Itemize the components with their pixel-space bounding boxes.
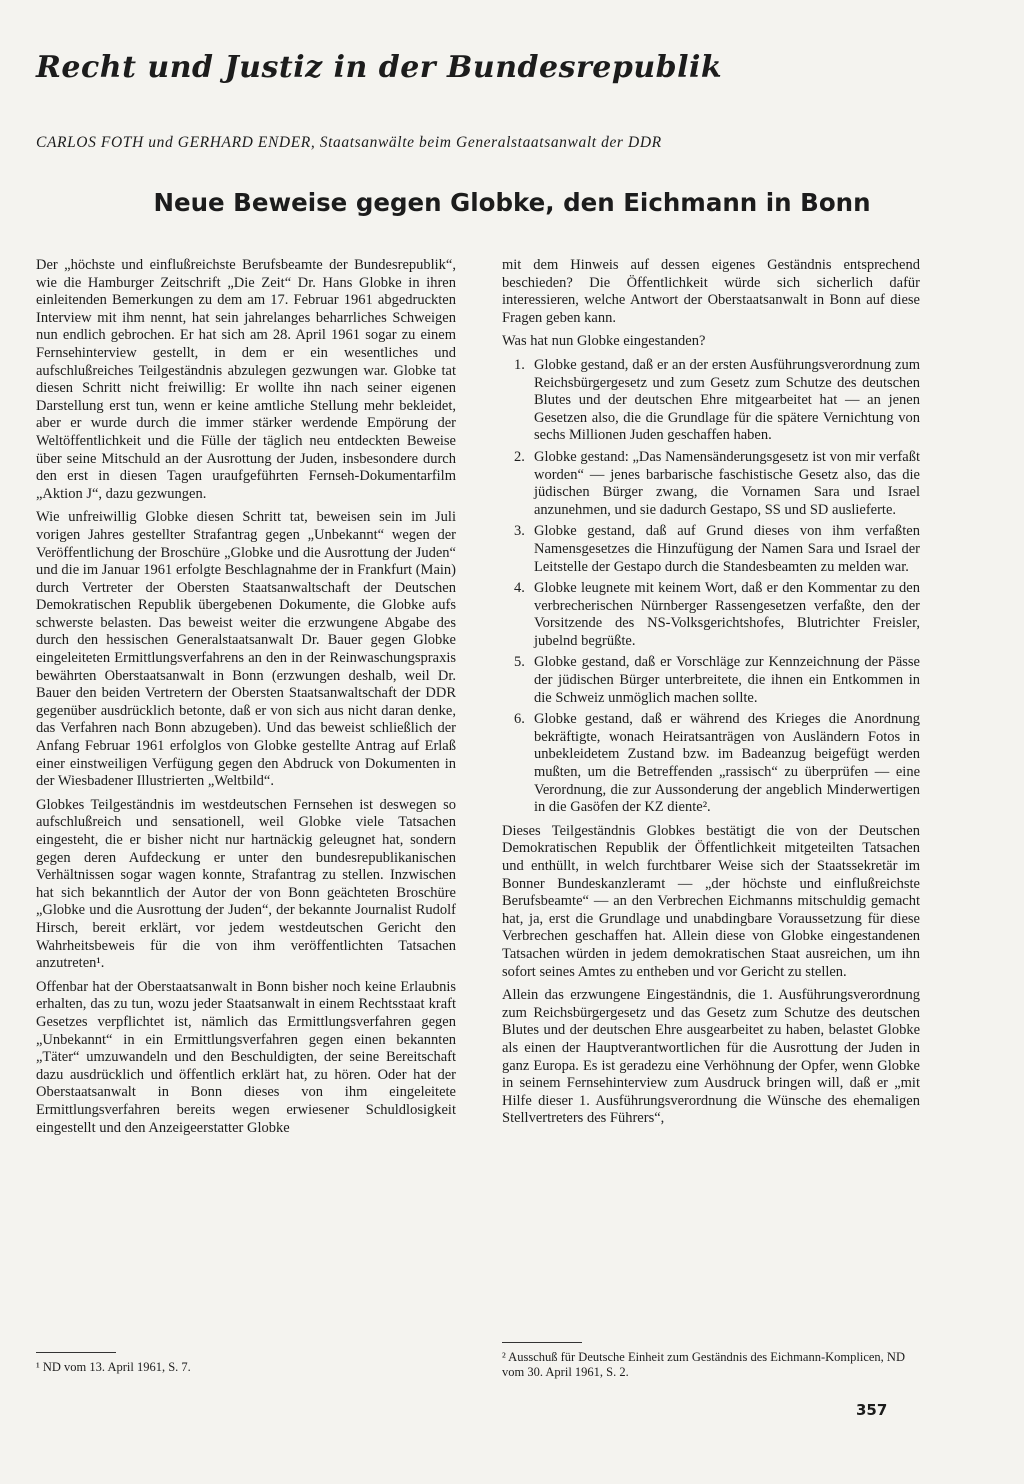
- paragraph: Allein das erzwungene Eingeständnis, die 1. Ausführungsverordnung zum Reichsbürgergesetz und das Gesetz zum Schutze des deutschen Blutes und der deutschen Ehre ausgearbeitet zu haben, belastet Globke als einen der Hauptverantwortlichen für die Ausrottung der Juden in ganz Europa. Es ist geradezu eine Verhöhnung der Opfer, wenn Globke in seinem Fernsehinterview zum Ausdruck bringen will, daß er „mit Hilfe dieser 1. Ausführungsverordnung die Wünsche des ehemaligen Stellvertreters des Führers“,: [502, 987, 920, 1127]
- footnote-rule: [502, 1342, 582, 1343]
- footnote-1: ¹ ND vom 13. April 1961, S. 7.: [36, 1360, 191, 1374]
- paragraph: Der „höchste und einflußreichste Berufsbeamte der Bundesrepublik“, wie die Hamburger Zeitschrift „Die Zeit“ Dr. Hans Globke in ihren einleitenden Bemerkungen zu dem am 17. Februar 1961 abgedruckten Interview mit ihm nennt, hat sein jahrelanges beharrliches Schweigen nun endlich gebrochen. Er hat sich am 28. April 1961 sogar zu einem Fernsehinterview gestellt, in dem er ein wesentliches und aufschlußreiches Teilgeständnis abzulegen gezwungen war. Globke tat diesen Schritt nicht freiwillig: Er wollte ihn nach seiner eigenen Darstellung erst tun, wenn er keine amtliche Stellung mehr bekleidet, aber er wurde durch die immer stärker werdende Empörung der Weltöffentlichkeit und die Fülle der täglich neu entdeckten Beweise über seine Mitschuld an der Ausrottung der Juden, insbesondere durch den erst in diesen Tagen uraufgeführten Fernseh-Dokumentarfilm „Aktion J“, dazu gezwungen.: [36, 257, 456, 502]
- left-column: [36, 257, 456, 1143]
- footnote-2: ² Ausschuß für Deutsche Einheit zum Geständnis des Eichmann-Komplicen, ND vom 30. April 1961, S. 2.: [502, 1350, 905, 1379]
- section-title: Recht und Justiz in der Bundesrepublik: [36, 50, 723, 85]
- list-item: [502, 580, 920, 650]
- list-text: Globke gestand, daß auf Grund dieses von ihm verfaßten Namensgesetzes die Hinzufügung der Namen Sara und Israel der Leitstelle der Gestapo durch die Standesbeamten zu melden war.: [534, 523, 920, 575]
- authors-line: CARLOS FOTH und GERHARD ENDER, Staatsanwälte beim Generalstaatsanwalt der DDR: [36, 134, 662, 151]
- footnote-rule: [36, 1352, 116, 1353]
- paragraph: mit dem Hinweis auf dessen eigenes Geständnis entsprechend beschieden? Die Öffentlichkeit würde sich sicherlich dafür interessieren, welche Antwort der Oberstaatsanwalt in Bonn auf diese Fragen geben kann.: [502, 257, 920, 326]
- paragraph: Offenbar hat der Oberstaatsanwalt in Bonn bisher noch keine Erlaubnis erhalten, das zu tun, wozu jeder Staatsanwalt in einem Rechtsstaat kraft Gesetzes verpflichtet ist, nämlich das Ermittlungsverfahren gegen „Unbekannt“ in ein Ermittlungsverfahren gegen einen bekannten „Täter“ umzuwandeln und den Beschuldigten, der seine Bereitschaft dazu ausdrücklich und öffentlich erklärt hat, zu hören. Oder hat der Oberstaatsanwalt in Bonn dieses von ihm eingeleitete Ermittlungsverfahren bereits wegen erwiesener Schuldlosigkeit eingestellt und den Anzeigeerstatter Globke: [36, 978, 456, 1136]
- list-number: 1.: [514, 356, 525, 373]
- paragraph: Wie unfreiwillig Globke diesen Schritt tat, beweisen sein im Juli vorigen Jahres gestellter Strafantrag gegen „Unbekannt“ wegen der Veröffentlichung der Broschüre „Globke und die Ausrottung der Juden“ und die im Januar 1961 erfolgte Beschlagnahme der in Frankfurt (Main) durch Vertreter der Obersten Staatsanwaltschaft der Deutschen Demokratischen Republik übergebenen Dokumente, die Globke aufs schwerste belasten. Das beweist weiter die erzwungene Abgabe des durch den hessischen Generalstaatsanwalt Dr. Bauer gegen Globke eingeleiteten Ermittlungsverfahrens an den in der Reinwaschungspraxis bewährten Oberstaatsanwalt in Bonn (erzwungen deshalb, weil Dr. Bauer den beiden Vertretern der Obersten Staatsanwaltschaft der DDR gegenüber ausdrücklich betonte, daß er von sich aus nicht daran denke, das Verfahren nach Bonn abzugeben). Und das beweist schließlich der Anfang Februar 1961 erfolglos von Globke gestellte Antrag auf Erlaß einer einstweiligen Verfügung gegen den Abdruck von Dokumenten in der Wiesbadener Illustrierten „Weltbild“.: [36, 509, 456, 790]
- list-item: [502, 523, 920, 576]
- page-number: 357: [856, 1401, 888, 1419]
- list-text: Globke gestand, daß er während des Krieges die Anordnung bekräftigte, wonach Heiratsanträgen von Ausländern Fotos in unbekleidetem Zustand bzw. im Badeanzug beigefügt werden mußten, um die Betreffenden „rassisch“ zu überprüfen — eine Verordnung, die zur Aussonderung der angeblich Minderwertigen in die Gasöfen der KZ diente².: [534, 711, 920, 816]
- list-number: 3.: [514, 523, 525, 540]
- list-text: Globke gestand: „Das Namensänderungsgesetz ist von mir verfaßt worden“ — jenes barbarische faschistische Gesetz also, das die jüdischen Bürger zwang, die Vornamen Sara und Israel anzunehmen, und sie dadurch Gestapo, SS und SD auslieferte.: [534, 448, 920, 518]
- list-text: Globke gestand, daß er Vorschläge zur Kennzeichnung der Pässe der jüdischen Bürger unterbreitete, die ihnen ein Entkommen in die Schweiz unmöglich machen sollte.: [534, 654, 920, 706]
- list-number: 6.: [514, 711, 525, 728]
- list-item: [502, 357, 920, 445]
- list-item: [502, 449, 920, 519]
- article-headline: Neue Beweise gegen Globke, den Eichmann in Bonn: [153, 188, 871, 217]
- list-number: 2.: [514, 448, 525, 465]
- list-item: [502, 711, 920, 817]
- list-number: 5.: [514, 654, 525, 671]
- list-item: [502, 654, 920, 707]
- list-text: Globke leugnete mit keinem Wort, daß er den Kommentar zu den verbrecherischen Nürnberger Rassengesetzen verfaßte, den der Vorsitzende des NS-Volksgerichtshofes, Blutrichter Freisler, jubelnd begrüßte.: [534, 580, 920, 649]
- paragraph: Was hat nun Globke eingestanden?: [502, 333, 706, 350]
- paragraph: Dieses Teilgeständnis Globkes bestätigt die von der Deutschen Demokratischen Republik der Öffentlichkeit mitgeteilten Tatsachen und enthüllt, in welch furchtbarer Weise sich der Staatssekretär im Bonner Bundeskanzleramt — „der höchste und einflußreichste Berufsbeamte“ — an den Verbrechen Eichmanns mitschuldig gemacht hat, ja, erst die Grundlage und unabdingbare Voraussetzung für diese Verbrechen geschaffen hat. Allein diese von Globke eingestandenen Tatsachen würden in jedem demokratischen Staat ausreichen, um ihn sofort seines Amtes zu entheben und vor Gericht zu stellen.: [502, 822, 920, 980]
- paragraph: Globkes Teilgeständnis im westdeutschen Fernsehen ist deswegen so aufschlußreich und sensationell, weil Globke viele Tatsachen eingesteht, die er bisher nicht nur hartnäckig geleugnet hat, sondern gegen deren Aufdeckung er unter den bundesrepublikanischen Verhältnissen sogar wagen konnte, Strafantrag zu stellen. Inzwischen hat sich bekanntlich der Autor der von Bonn geächteten Broschüre „Globke und die Ausrottung der Juden“, der bekannte Journalist Rudolf Hirsch, bereit erklärt, vor jedem westdeutschen Gericht den Wahrheitsbeweis für die von ihm veröffentlichten Tatsachen anzutreten¹.: [36, 796, 456, 972]
- confession-list: [502, 357, 920, 817]
- list-text: Globke gestand, daß er an der ersten Ausführungsverordnung zum Reichsbürgergesetz und zum Gesetz zum Schutze des deutschen Blutes und der deutschen Ehre mitgearbeitet hat — an jenen Gesetzen also, die die Grundlage für die spätere Vernichtung von sechs Millionen Juden geschaffen haben.: [534, 356, 920, 444]
- list-number: 4.: [514, 580, 525, 597]
- right-column: [502, 257, 920, 1134]
